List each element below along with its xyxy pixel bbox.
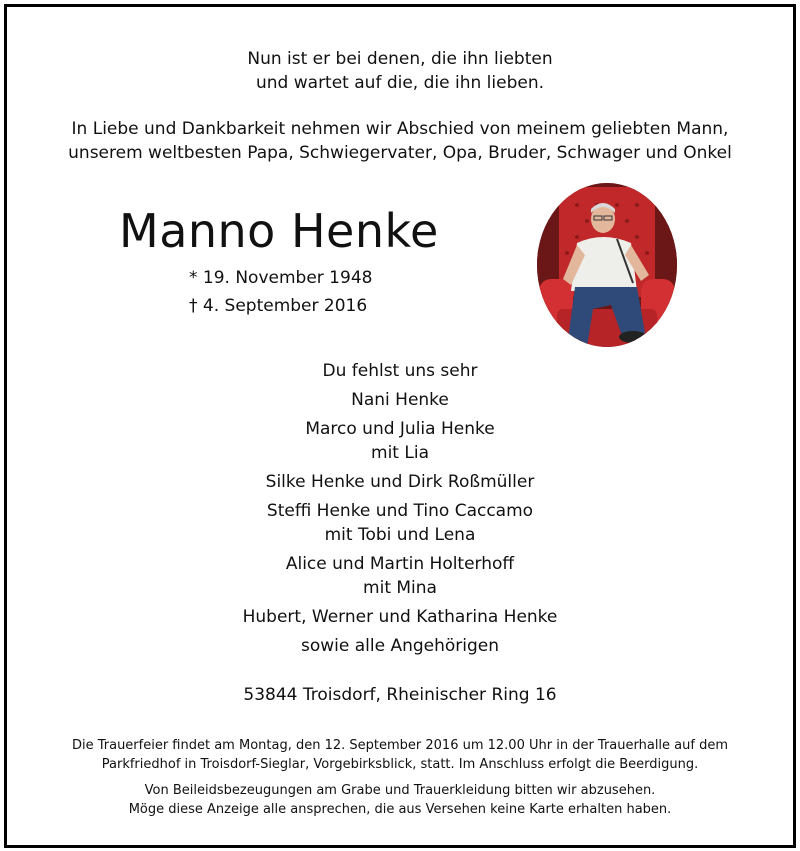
ceremony-info [7, 736, 793, 774]
mourner-line: mit Tobi und Lena [324, 525, 476, 545]
mourner-group [7, 388, 793, 412]
mourner-group [7, 552, 793, 600]
mourner-line: sowie alle Angehörigen [300, 636, 500, 656]
portrait-photo [537, 183, 677, 347]
mourner-line: mit Lia [371, 443, 429, 463]
death-date: † 4. September 2016 [189, 296, 368, 316]
birth-date: * 19. November 1948 [189, 268, 373, 288]
mourner-line: mit Mina [363, 578, 437, 598]
mourner-line: Steffi Henke und Tino Caccamo [266, 501, 534, 521]
closing-notes [7, 781, 793, 819]
mourner-group [7, 470, 793, 494]
mourner-line: Marco und Julia Henke [305, 419, 495, 439]
deceased-name: Manno Henke [119, 204, 439, 258]
ceremony-line: Parkfriedhof in Troisdorf-Sieglar, Vorgebirksblick, statt. Im Anschluss erfolgt die Beerdigung. [101, 757, 699, 772]
mourner-group [7, 634, 793, 658]
mourner-group [7, 605, 793, 629]
family-address: 53844 Troisdorf, Rheinischer Ring 16 [243, 685, 557, 705]
closing-line: Von Beileidsbezeugungen am Grabe und Trauerkleidung bitten wir abzusehen. [144, 783, 656, 798]
motto [7, 47, 793, 95]
closing-line: Möge diese Anzeige alle ansprechen, die aus Versehen keine Karte erhalten haben. [128, 802, 672, 817]
missed-line: Du fehlst uns sehr [322, 361, 478, 381]
portrait-illustration [537, 183, 677, 347]
obituary-notice [4, 4, 796, 848]
intro-line: In Liebe und Dankbarkeit nehmen wir Abschied von meinem geliebten Mann, [71, 119, 729, 139]
intro-line: unserem weltbesten Papa, Schwiegervater, Opa, Bruder, Schwager und Onkel [68, 143, 732, 163]
intro-text [7, 117, 793, 165]
mourner-group [7, 499, 793, 547]
mourner-line: Alice und Martin Holterhoff [285, 554, 515, 574]
life-dates [189, 264, 372, 320]
motto-line: Nun ist er bei denen, die ihn liebten [247, 49, 553, 69]
motto-line: und wartet auf die, die ihn lieben. [256, 73, 544, 93]
mourner-line: Hubert, Werner und Katharina Henke [242, 607, 558, 627]
ceremony-line: Die Trauerfeier findet am Montag, den 12. September 2016 um 12.00 Uhr in der Trauerhalle auf dem [71, 738, 729, 753]
mourner-line: Silke Henke und Dirk Roßmüller [265, 472, 535, 492]
mourner-line: Nani Henke [351, 390, 449, 410]
mourner-group [7, 417, 793, 465]
mourners-list [7, 359, 793, 663]
